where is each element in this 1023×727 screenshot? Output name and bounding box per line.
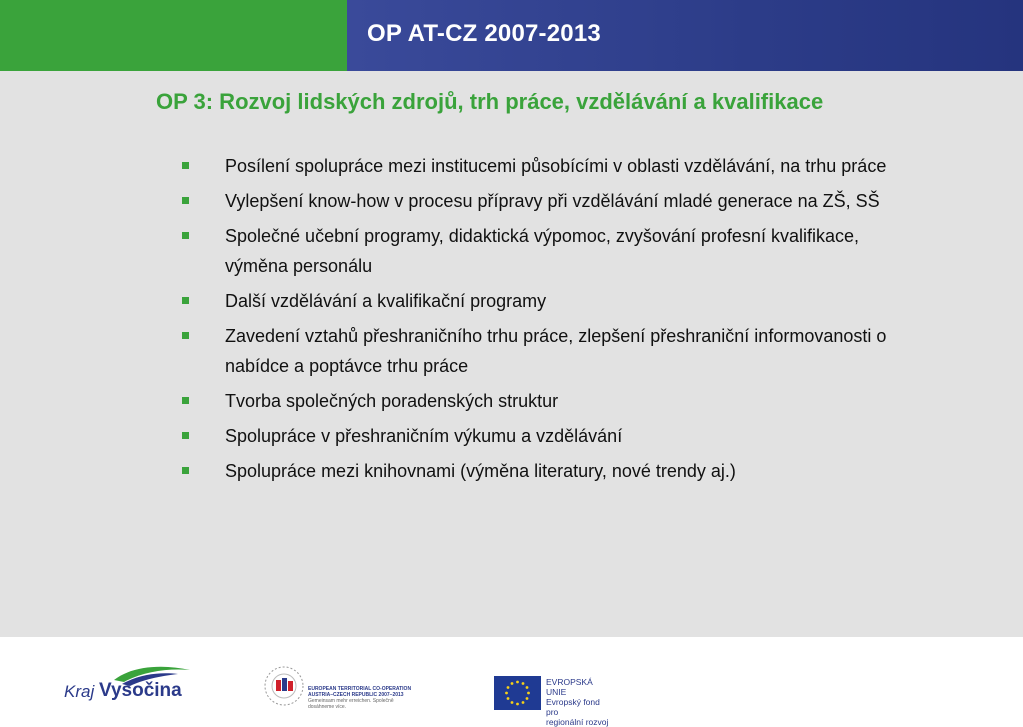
cooperation-line2: AUSTRIA–CZECH REPUBLIC 2007–2013 bbox=[308, 692, 404, 698]
eu-line2: Evropský fond pro bbox=[546, 697, 600, 717]
section-heading: OP 3: Rozvoj lidských zdrojů, trh práce, vzdělávání a kvalifikace bbox=[156, 89, 824, 114]
eu-logo bbox=[494, 676, 614, 727]
bullet-square-icon bbox=[182, 332, 189, 339]
bullet-square-icon bbox=[182, 467, 189, 474]
cooperation-text bbox=[308, 686, 412, 710]
eu-line3: regionální rozvoj bbox=[546, 717, 609, 727]
list-item-text: Vylepšení know-how v procesu přípravy při vzdělávání mladé generace na ZŠ, SŠ bbox=[225, 191, 880, 211]
list-item-text: Další vzdělávání a kvalifikační programy bbox=[225, 291, 547, 311]
list-item bbox=[180, 221, 900, 281]
list-item bbox=[180, 286, 900, 316]
list-item bbox=[180, 321, 900, 381]
list-item bbox=[180, 151, 900, 181]
list-item bbox=[180, 186, 900, 216]
list-item bbox=[180, 421, 900, 451]
eu-flag-icon bbox=[494, 676, 541, 710]
bullet-square-icon bbox=[182, 232, 189, 239]
eu-line1: EVROPSKÁ UNIE bbox=[546, 677, 593, 697]
header-green-band bbox=[0, 0, 347, 71]
bullet-square-icon bbox=[182, 297, 189, 304]
kraj-logo-word2: Vysočina bbox=[99, 680, 182, 701]
bullet-square-icon bbox=[182, 162, 189, 169]
territorial-cooperation-logo bbox=[262, 662, 412, 712]
bullet-square-icon bbox=[182, 397, 189, 404]
slide-title: OP AT-CZ 2007-2013 bbox=[367, 20, 601, 47]
bullet-square-icon bbox=[182, 197, 189, 204]
cooperation-line1: EUROPEAN TERRITORIAL CO-OPERATION bbox=[308, 686, 412, 692]
list-item-text: Spolupráce mezi knihovnami (výměna literatury, nové trendy aj.) bbox=[225, 461, 736, 481]
kraj-logo-word1: Kraj bbox=[64, 682, 95, 701]
list-item-text: Zavedení vztahů přeshraničního trhu práce, zlepšení přeshraniční informovanosti o nabídce a poptávce trhu práce bbox=[225, 326, 887, 376]
list-item-text: Tvorba společných poradenských struktur bbox=[225, 391, 559, 411]
list-item-text: Posílení spolupráce mezi institucemi působícími v oblasti vzdělávání, na trhu práce bbox=[225, 156, 887, 176]
eu-text bbox=[546, 677, 614, 727]
bullet-square-icon bbox=[182, 432, 189, 439]
list-item-text: Spolupráce v přeshraničním výkumu a vzdělávání bbox=[225, 426, 623, 446]
list-item bbox=[180, 456, 900, 486]
cooperation-line3: Gemeinsam mehr erreichen. Společně dosáhneme více. bbox=[308, 698, 394, 710]
list-item bbox=[180, 386, 900, 416]
bullet-list bbox=[180, 151, 900, 491]
list-item-text: Společné učební programy, didaktická výpomoc, zvyšování profesní kvalifikace, výměna personálu bbox=[225, 226, 859, 276]
kraj-vysocina-logo bbox=[62, 664, 187, 710]
